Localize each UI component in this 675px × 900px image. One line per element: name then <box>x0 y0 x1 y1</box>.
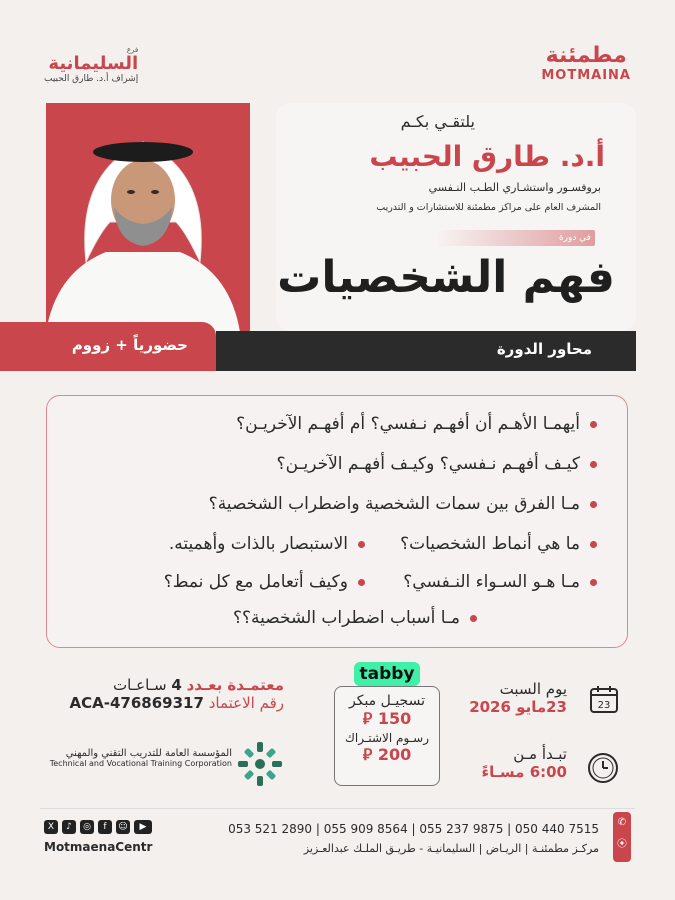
meet-you-text: يلتقـي بكـم <box>400 112 475 131</box>
instagram-icon[interactable]: ◎ <box>80 820 94 834</box>
calendar-icon <box>589 684 619 714</box>
tiktok-icon[interactable]: ♪ <box>62 820 76 834</box>
topic-item: مـا الفرق بين سمات الشخصية واضطراب الشخصية؟ <box>209 494 597 514</box>
bullet-icon <box>358 541 365 548</box>
topic-item: وكيف أتعامل مع كل نمط؟ <box>164 572 365 592</box>
branch-small-label: فرع <box>126 46 139 54</box>
accreditation-block <box>44 676 284 712</box>
early-label: تسجيـل مبكر <box>349 693 425 709</box>
address: مركـز مطمئنـة | الريـاض | السليمانيـة - طريـق الملـك عبدالعـزيز <box>303 842 599 855</box>
time-value: 6:00 مسـاءً <box>481 763 567 781</box>
phone-numbers: 053 521 2890 | 055 909 8564 | 055 237 9875 | 050 440 7515 <box>228 822 599 836</box>
tvtc-block <box>44 740 286 790</box>
price-box <box>334 686 440 786</box>
location-pin-icon: ⦿ <box>617 839 627 850</box>
brand-latin: MOTMAINA <box>541 68 631 83</box>
snapchat-icon[interactable]: ☺ <box>116 820 130 834</box>
course-axes-banner <box>216 331 636 371</box>
bullet-icon <box>590 461 597 468</box>
topic-item: مـا هـو السـواء النـفسي؟ <box>403 572 597 592</box>
attendance-mode-banner <box>0 322 216 371</box>
speaker-photo <box>36 112 250 332</box>
x-icon[interactable]: X <box>44 820 58 834</box>
early-price: 150 ⃁ <box>362 709 412 728</box>
tvtc-english: Technical and Vocational Training Corporation <box>49 759 232 768</box>
sulaimaniyah-branch-logo <box>44 46 138 84</box>
branch-name: السليمانية <box>48 53 139 74</box>
time-block <box>481 745 567 781</box>
fee-label: رسـوم الاشتـراك <box>344 731 430 745</box>
accreditation-number: ACA-476869317 رقم الاعتماد <box>69 694 284 712</box>
youtube-icon[interactable]: ▶ <box>134 820 152 834</box>
accredited-hours: معتمـدة بعـدد 4 سـاعـات <box>113 676 284 694</box>
date-block <box>469 680 567 716</box>
brand-arabic: مطمئنة <box>545 43 627 68</box>
bullet-icon <box>358 579 365 586</box>
attendance-mode-label: حضورياً + زووم <box>71 336 188 354</box>
topic-item: ما هي أنماط الشخصيات؟ <box>400 534 597 554</box>
topics-box <box>46 395 628 648</box>
topic-item: كيـف أفهـم نـفسي؟ وكيـف أفهـم الآخريـن؟ <box>277 454 597 474</box>
facebook-icon[interactable]: f <box>98 820 112 834</box>
day-label: يوم السبت <box>499 680 567 698</box>
footer-divider <box>40 808 635 809</box>
clock-icon <box>587 752 619 784</box>
phone-icon: ✆ <box>617 817 627 828</box>
bullet-icon <box>590 421 597 428</box>
tvtc-logo-icon <box>236 740 284 788</box>
course-title: فهم الشخصيات <box>277 252 615 303</box>
bullet-icon <box>590 541 597 548</box>
fee-price: 200 ⃁ <box>362 745 412 764</box>
starts-label: تبـدأ مـن <box>513 745 567 763</box>
topic-item: أيهمـا الأهـم أن أفهـم نـفسي؟ أم أفهـم الآخريـن؟ <box>236 414 597 434</box>
course-axes-label: محاور الدورة <box>496 340 592 358</box>
speaker-role: بروفسـور واستشـاري الطـب النـفسي <box>428 181 601 194</box>
riyal-icon: ⃁ <box>362 745 373 764</box>
branch-subtitle: إشراف أ.د. طارق الحبيب <box>44 74 139 84</box>
tvtc-arabic: المؤسسة العامة للتدريب التقني والمهني <box>65 748 232 759</box>
topic-item: مـا أسباب اضطراب الشخصية؟؟ <box>233 608 477 628</box>
bullet-icon <box>590 579 597 586</box>
calendar-day: 23 <box>597 700 611 711</box>
speaker-org: المشرف العام على مراكز مطمئنة للاستشارات و التدريب <box>376 202 601 213</box>
speaker-name: أ.د. طارق الحبيب <box>369 140 605 173</box>
bullet-icon <box>470 615 477 622</box>
bullet-icon <box>590 501 597 508</box>
date-value: 23مايو 2026 <box>469 698 567 716</box>
contact-tab <box>613 812 631 862</box>
motmaina-logo <box>541 44 631 83</box>
riyal-icon: ⃁ <box>362 709 373 728</box>
social-links <box>44 820 152 854</box>
social-handle[interactable]: MotmaenaCentr <box>44 840 153 854</box>
in-course-label: في دورة <box>435 230 595 246</box>
topic-item: الاستبصار بالذات وأهميته. <box>169 534 365 554</box>
tabby-badge: tabby <box>354 662 420 686</box>
